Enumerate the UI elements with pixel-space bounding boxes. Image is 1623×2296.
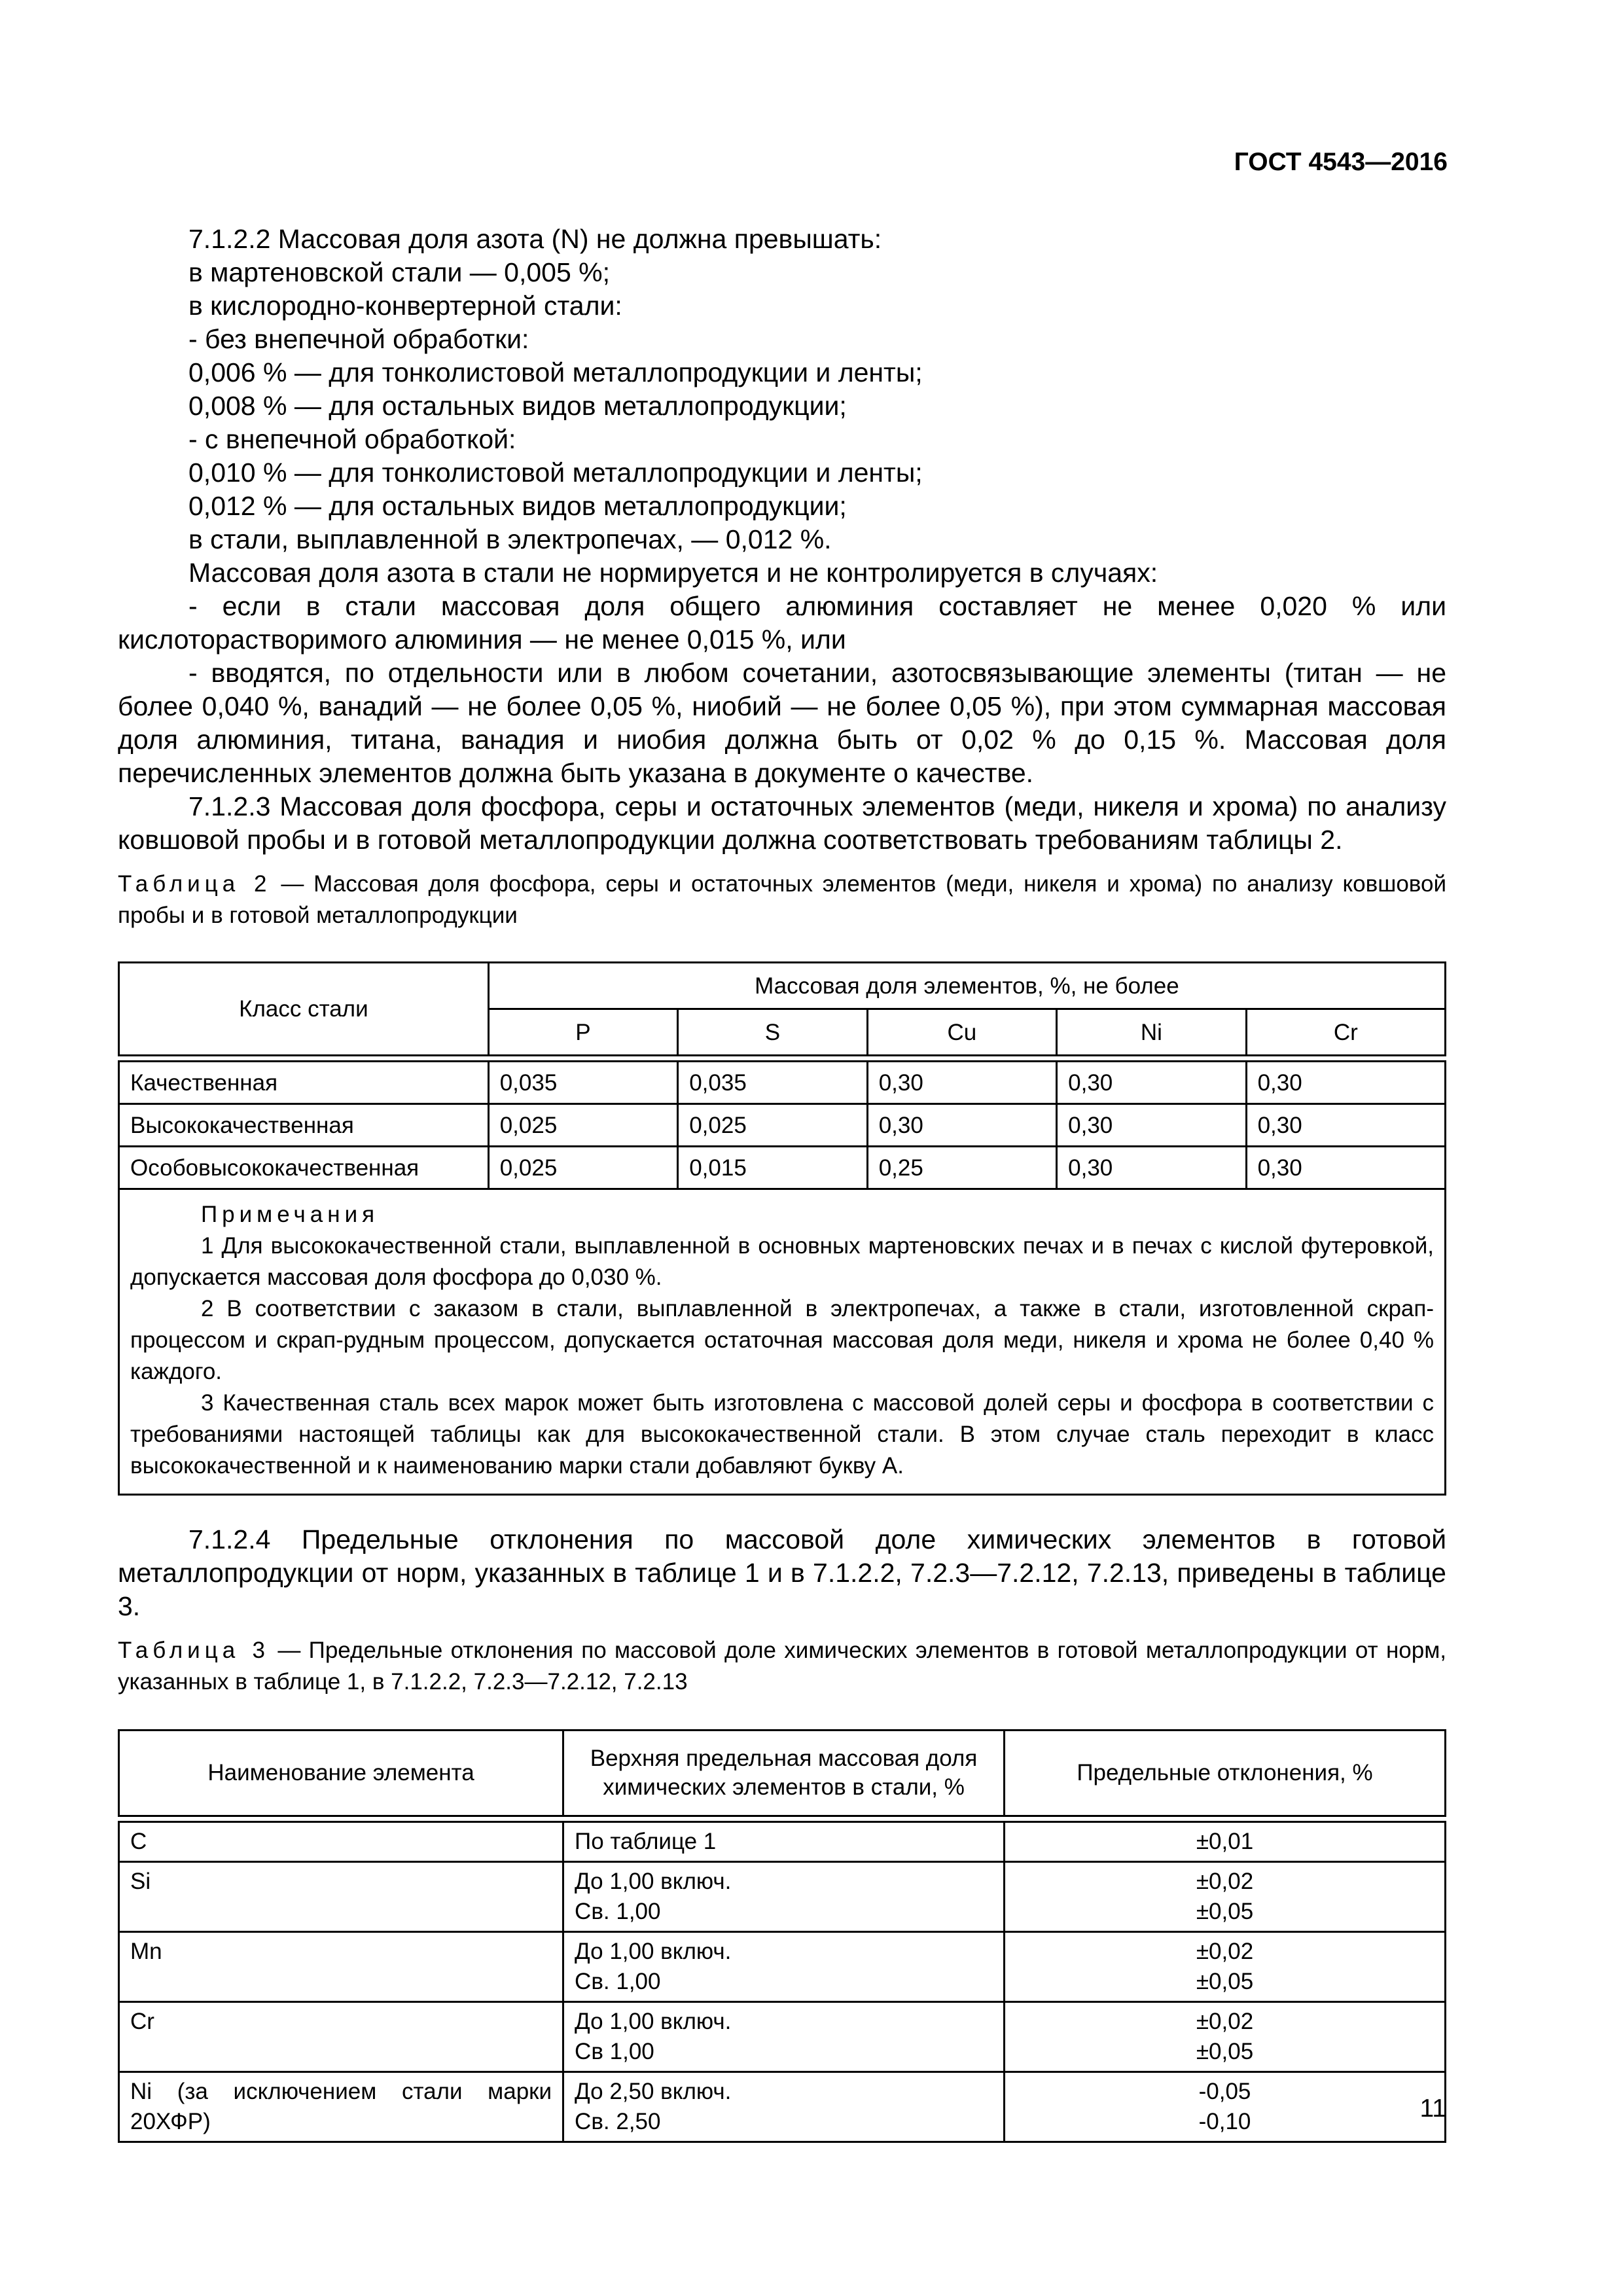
table-cell	[563, 2002, 1005, 2072]
table-cell: 0,30	[1246, 1062, 1445, 1104]
column-header: Cu	[867, 1009, 1056, 1056]
table-row	[119, 1147, 1446, 1189]
cell-line: До 1,00 включ.	[575, 1939, 732, 1964]
table2-caption	[118, 869, 1446, 931]
cell-line: -0,05	[1198, 2079, 1251, 2104]
paragraph: - с внепечной обработкой:	[188, 424, 516, 454]
table-cell: 0,025	[678, 1104, 867, 1147]
cell-line: До 1,00 включ.	[575, 1869, 732, 1894]
column-header-element: Наименование элемента	[119, 1731, 563, 1816]
table-2	[118, 961, 1446, 1496]
paragraph: 7.1.2.2 Массовая доля азота (N) не должна превышать:	[188, 224, 882, 254]
column-header: Cr	[1246, 1009, 1445, 1056]
table-cell: 0,035	[488, 1062, 677, 1104]
paragraph: - вводятся, по отдельности или в любом сочетании, азотосвязывающие элементы (титан — не более 0,040 %, ванадий — не более 0,05 %, ниобий — не более 0,05 %), при этом суммарная массовая доля алюминия, титана, ванадия и ниобия должна быть от 0,02 % до 0,15 %. Массовая доля перечисленных элементов должна быть указана в документе о качестве.	[118, 658, 1446, 788]
table-cell	[1005, 1822, 1446, 1862]
standard-header: ГОСТ 4543—2016	[1234, 148, 1448, 176]
table-cell: 0,30	[867, 1062, 1056, 1104]
table-row	[119, 1104, 1446, 1147]
table-cell	[1005, 1862, 1446, 1932]
table-cell: 0,25	[867, 1147, 1056, 1189]
cell-line: ±0,02	[1196, 2009, 1254, 2034]
table-3	[118, 1729, 1446, 2143]
table-row	[119, 2072, 1446, 2142]
table-cell	[563, 1862, 1005, 1932]
cell-line: Св 1,00	[575, 2039, 654, 2064]
notes-row	[119, 1189, 1446, 1495]
table-row	[119, 1062, 1446, 1104]
table-cell: 0,035	[678, 1062, 867, 1104]
column-header-limit: Верхняя предельная массовая доля химических элементов в стали, %	[563, 1731, 1005, 1816]
column-header-class: Класс стали	[119, 963, 489, 1056]
table3-caption-text: — Предельные отклонения по массовой доле химических элементов в готовой металлопродукции от норм, указанных в таблице 1, в 7.1.2.2, 7.2.3—7.2.12, 7.2.13	[118, 1638, 1447, 1695]
cell-line: Св. 1,00	[575, 1969, 661, 1994]
table3-caption	[118, 1635, 1446, 1698]
table3-caption-label: Таблица 3	[118, 1638, 270, 1663]
table-cell: 0,025	[488, 1147, 677, 1189]
table-cell	[563, 2072, 1005, 2142]
cell-line: До 2,50 включ.	[575, 2079, 732, 2104]
table-cell: Si	[119, 1862, 563, 1932]
table2-caption-label: Таблица 2	[118, 871, 272, 897]
table-cell: 0,30	[1246, 1104, 1445, 1147]
paragraph: 0,012 % — для остальных видов металлопродукции;	[188, 491, 847, 521]
table-cell: Cr	[119, 2002, 563, 2072]
paragraph: в мартеновской стали — 0,005 %;	[188, 257, 611, 287]
paragraph: 0,010 % — для тонколистовой металлопродукции и ленты;	[188, 457, 923, 488]
paragraph: 0,006 % — для тонколистовой металлопродукции и ленты;	[188, 357, 923, 387]
cell-line: По таблице 1	[575, 1829, 717, 1854]
section-7-1-2-3: 7.1.2.3 Массовая доля фосфора, серы и остаточных элементов (меди, никеля и хрома) по анализу ковшовой пробы и в готовой металлопродукции должна соответствовать требованиям таблицы 2.	[118, 791, 1446, 855]
table-cell: Высококачественная	[119, 1104, 489, 1147]
header-separator	[119, 1816, 1446, 1822]
section-7-1-2-2	[118, 223, 1446, 790]
note-item: 2 В соответствии с заказом в стали, выплавленной в электропечах, а также в стали, изготовленной скрап-процессом и скрап-рудным процессом, допускается остаточная массовая доля меди, никеля и хрома не более 0,40 % каждого.	[130, 1296, 1434, 1384]
table2-caption-text: — Массовая доля фосфора, серы и остаточных элементов (меди, никеля и хрома) по анализу ковшовой пробы и в готовой металлопродукции	[118, 871, 1446, 928]
cell-line: ±0,05	[1196, 1969, 1254, 1994]
table-header-row	[119, 1731, 1446, 1816]
cell-line: ±0,02	[1196, 1939, 1254, 1964]
table-row	[119, 1932, 1446, 2002]
cell-line: ±0,05	[1196, 2039, 1254, 2064]
paragraph: - если в стали массовая доля общего алюминия составляет не менее 0,020 % или кислоторастворимого алюминия — не менее 0,015 %, или	[118, 591, 1446, 655]
table-cell: Особовысококачественная	[119, 1147, 489, 1189]
page-number: 11	[1419, 2094, 1446, 2123]
table-cell: 0,015	[678, 1147, 867, 1189]
cell-line: ±0,01	[1196, 1829, 1254, 1854]
table-cell	[1005, 1932, 1446, 2002]
header-separator	[119, 1056, 1446, 1062]
table-cell	[1005, 2072, 1446, 2142]
table-row	[119, 1862, 1446, 1932]
table-cell: 0,30	[1057, 1104, 1246, 1147]
paragraph: 0,008 % — для остальных видов металлопродукции;	[188, 391, 847, 421]
table-cell: C	[119, 1822, 563, 1862]
column-header: S	[678, 1009, 867, 1056]
column-header-group: Массовая доля элементов, %, не более	[488, 963, 1445, 1009]
table-cell: 0,30	[1057, 1062, 1246, 1104]
paragraph: в кислородно-конвертерной стали:	[188, 291, 622, 321]
table-cell: Качественная	[119, 1062, 489, 1104]
cell-line: -0,10	[1198, 2109, 1251, 2134]
column-header: P	[488, 1009, 677, 1056]
cell-line: ±0,05	[1196, 1899, 1254, 1924]
notes-title: Примечания	[201, 1202, 380, 1227]
cell-line: Св. 1,00	[575, 1899, 661, 1924]
cell-line: До 1,00 включ.	[575, 2009, 732, 2034]
table-cell	[563, 1932, 1005, 2002]
table-row	[119, 1822, 1446, 1862]
cell-line: Св. 2,50	[575, 2109, 661, 2134]
table-cell: 0,30	[867, 1104, 1056, 1147]
table-cell: 0,30	[1246, 1147, 1445, 1189]
column-header: Ni	[1057, 1009, 1246, 1056]
column-header-deviation: Предельные отклонения, %	[1005, 1731, 1446, 1816]
paragraph: - без внепечной обработки:	[188, 324, 529, 354]
table-cell: Ni (за исключением стали марки 20ХФР)	[119, 2072, 563, 2142]
table-cell: 0,30	[1057, 1147, 1246, 1189]
paragraph: в стали, выплавленной в электропечах, — 0,012 %.	[188, 524, 832, 554]
note-item: 3 Качественная сталь всех марок может быть изготовлена с массовой долей серы и фосфора в соответствии с требованиями настоящей таблицы как для высококачественной стали. В этом случае сталь переходит в класс высококачественной и к наименованию марки стали добавляют букву А.	[130, 1390, 1434, 1479]
table-cell	[1005, 2002, 1446, 2072]
table-cell: Mn	[119, 1932, 563, 2002]
cell-line: ±0,02	[1196, 1869, 1254, 1894]
table-header-row	[119, 963, 1446, 1009]
section-7-1-2-4: 7.1.2.4 Предельные отклонения по массовой доле химических элементов в готовой металлопродукции от норм, указанных в таблице 1 и в 7.1.2.2, 7.2.3—7.2.12, 7.2.13, приведены в таблице 3.	[118, 1524, 1446, 1621]
paragraph: Массовая доля азота в стали не нормируется и не контролируется в случаях:	[188, 558, 1158, 588]
note-item: 1 Для высококачественной стали, выплавленной в основных мартеновских печах и в печах с кислой футеровкой, допускается массовая доля фосфора до 0,030 %.	[130, 1233, 1434, 1290]
notes-cell	[119, 1189, 1446, 1495]
table-cell	[563, 1822, 1005, 1862]
table-cell: 0,025	[488, 1104, 677, 1147]
document-body	[118, 223, 1446, 2143]
table-row	[119, 2002, 1446, 2072]
